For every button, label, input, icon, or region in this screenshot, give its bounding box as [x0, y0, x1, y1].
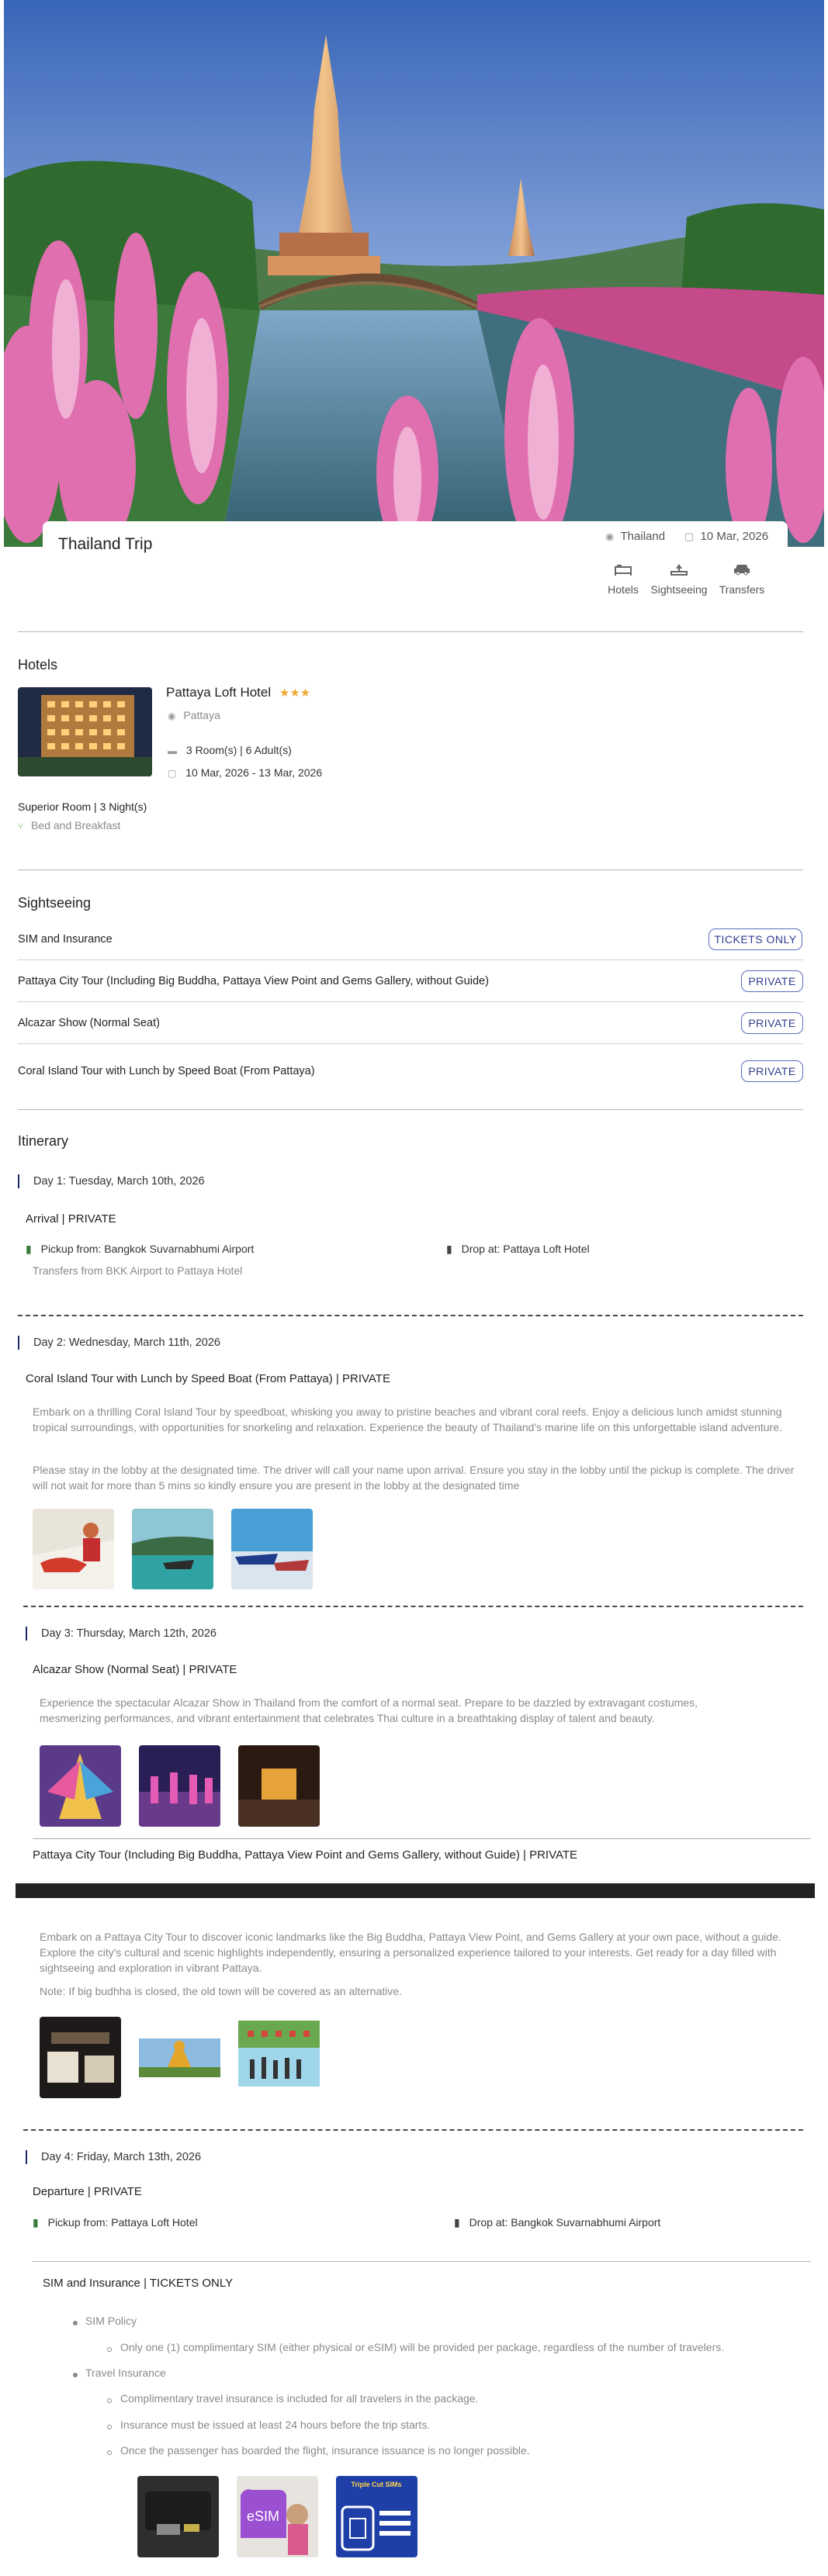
hotel-rooms: ▬ 3 Room(s) | 6 Adult(s)	[168, 744, 292, 756]
day-3-title: Alcazar Show (Normal Seat) | PRIVATE	[33, 1663, 237, 1676]
divider	[18, 631, 803, 632]
show-photo[interactable]	[40, 1745, 121, 1827]
private-badge: PRIVATE	[741, 1012, 803, 1034]
private-badge: PRIVATE	[741, 1060, 803, 1082]
itinerary-heading: Itinerary	[18, 1133, 69, 1149]
star-rating: ★★★	[279, 686, 311, 700]
bullet	[73, 2321, 78, 2325]
day-1-pickup: ▮ Pickup from: Bangkok Suvarnabhumi Airport	[26, 1243, 255, 1255]
divider	[33, 2261, 811, 2262]
show-photo[interactable]	[238, 1745, 320, 1827]
sub-bullet	[107, 2398, 112, 2403]
hotel-name[interactable]: Pattaya Loft Hotel ★★★	[166, 685, 311, 700]
meal-plan: ⑂ Bed and Breakfast	[18, 819, 121, 832]
sub-bullet	[107, 2425, 112, 2429]
car-pickup-icon: ▮	[26, 1243, 32, 1255]
day-2-description: Embark on a thrilling Coral Island Tour by speedboat, whisking you away to pristine beaches and vibrant coral reefs. Enjoy a delicious lunch amidst stunning tropical surroundings, with opportunities for snorkeling and relaxation. Experience the beauty of Thailand's marine life on this unforgettable island adventure.	[33, 1406, 782, 1433]
divider	[18, 1109, 803, 1110]
sim-photo[interactable]	[137, 2476, 219, 2557]
day-4-pickup: ▮ Pickup from: Pattaya Loft Hotel	[33, 2216, 198, 2228]
sightseeing-item-name: Pattaya City Tour (Including Big Buddha, Pattaya View Point and Gems Gallery, without Guide)	[18, 975, 489, 987]
bed-icon	[614, 562, 632, 576]
car-drop-icon: ▮	[454, 2216, 460, 2228]
city-tour-description: Embark on a Pattaya City Tour to discover iconic landmarks like the Big Buddha, Pattaya View Point, and Gems Gallery at your own pace, without a guide. Explore the city's cultural and scenic highlights independently, ensuring a personalized experience tailored to your interests. Get ready for a day filled with sightseeing and exploration in vibrant Pattaya.	[40, 1931, 781, 1974]
insurance-item: Once the passenger has boarded the flight, insurance issuance is no longer possible.	[120, 2444, 530, 2457]
sightseeing-item-name: Coral Island Tour with Lunch by Speed Boat (From Pattaya)	[18, 1065, 315, 1077]
sim-policy-heading: SIM Policy	[85, 2315, 137, 2327]
bullet	[73, 2373, 78, 2377]
poster-title: Triple Cut SIMs	[351, 2481, 402, 2488]
day-3-label: Day 3: Thursday, March 12th, 2026	[26, 1627, 217, 1641]
sim-insurance-title: SIM and Insurance | TICKETS ONLY	[43, 2277, 234, 2290]
day-separator	[23, 2129, 803, 2131]
hotel-dates: ▢ 10 Mar, 2026 - 13 Mar, 2026	[168, 766, 323, 779]
insurance-heading: Travel Insurance	[85, 2367, 166, 2379]
day-1-note: Transfers from BKK Airport to Pattaya Hotel	[33, 1264, 243, 1277]
tickets-only-badge: TICKETS ONLY	[708, 928, 802, 950]
day-3-description: Experience the spectacular Alcazar Show in Thailand from the comfort of a normal seat. Prepare to be dazzled by extravagant costumes, mesmerizing performances, and vibrant entertainment that celebrates Thai culture in a breathtaking display of talent and beauty.	[40, 1696, 698, 1724]
room-type: Superior Room | 3 Night(s)	[18, 800, 147, 813]
bed-icon: ▬	[168, 745, 177, 756]
tour-photo[interactable]	[132, 1509, 213, 1589]
sightseeing-item-name: Alcazar Show (Normal Seat)	[18, 1017, 160, 1029]
day-2-title: Coral Island Tour with Lunch by Speed Boat (From Pattaya) | PRIVATE	[26, 1372, 390, 1385]
day-4-drop: ▮ Drop at: Bangkok Suvarnabhumi Airport	[454, 2216, 661, 2228]
day-1-drop: ▮ Drop at: Pattaya Loft Hotel	[446, 1243, 590, 1255]
day-2-pickup-note: Please stay in the lobby at the designated time. The driver will call your name upon arrival. Ensure you stay in the lobby until the pickup is complete. The driver will not wait for more than 5 mins so kindly ensure you are present in the lobby at the designated time	[33, 1464, 795, 1492]
tour-photo[interactable]	[40, 2017, 121, 2098]
day-4-label: Day 4: Friday, March 13th, 2026	[26, 2150, 201, 2164]
tab-sightseeing[interactable]: Sightseeing	[646, 562, 712, 596]
dark-banner	[16, 1883, 815, 1898]
hotel-photo[interactable]	[18, 687, 152, 776]
day-separator	[23, 1606, 803, 1607]
sightseeing-heading: Sightseeing	[18, 895, 92, 911]
esim-photo[interactable]	[237, 2476, 318, 2557]
sub-bullet	[107, 2347, 112, 2352]
day-1-title: Arrival | PRIVATE	[26, 1212, 116, 1226]
city-tour-note: Note: If big budhha is closed, the old town will be covered as an alternative.	[40, 1985, 402, 1997]
sightseeing-item-name: SIM and Insurance	[18, 933, 113, 946]
sim-policy-item: Only one (1) complimentary SIM (either physical or eSIM) will be provided per package, regardless of the number of travelers.	[120, 2341, 725, 2353]
tour-photo[interactable]	[33, 1509, 114, 1589]
divider	[18, 1001, 803, 1002]
day-1-label: Day 1: Tuesday, March 10th, 2026	[18, 1174, 205, 1188]
location-pin-icon: ◉	[605, 531, 615, 543]
tour-photo[interactable]	[231, 1509, 313, 1589]
car-pickup-icon: ▮	[33, 2216, 39, 2228]
trip-country: ◉ Thailand	[605, 530, 666, 543]
show-photo[interactable]	[139, 1745, 220, 1827]
insurance-item: Complimentary travel insurance is included for all travelers in the package.	[120, 2392, 479, 2405]
divider	[33, 1838, 811, 1839]
sim-poster[interactable]	[336, 2476, 417, 2557]
car-icon	[733, 562, 751, 576]
esim-label: eSIM	[246, 2509, 280, 2524]
calendar-icon: ▢	[684, 531, 695, 543]
hotel-city: ◉ Pattaya	[168, 709, 220, 721]
trip-date: ▢ 10 Mar, 2026	[684, 530, 769, 543]
car-drop-icon: ▮	[446, 1243, 452, 1255]
tour-photo[interactable]	[139, 2017, 220, 2098]
sub-bullet	[107, 2450, 112, 2455]
meal-icon: ⑂	[18, 821, 24, 832]
tour-photo[interactable]	[238, 2017, 320, 2098]
trip-title: Thailand Trip	[58, 535, 153, 553]
sightseeing-icon	[670, 562, 688, 576]
divider	[18, 1043, 803, 1044]
day-4-title: Departure | PRIVATE	[33, 2185, 142, 2198]
tab-hotels[interactable]: Hotels	[605, 562, 641, 596]
calendar-icon: ▢	[168, 768, 177, 779]
tab-transfers[interactable]: Transfers	[714, 562, 770, 596]
hotels-heading: Hotels	[18, 657, 58, 673]
insurance-item: Insurance must be issued at least 24 hours before the trip starts.	[120, 2419, 431, 2431]
location-pin-icon: ◉	[168, 711, 176, 721]
private-badge: PRIVATE	[741, 970, 803, 992]
city-tour-title: Pattaya City Tour (Including Big Buddha, Pattaya View Point and Gems Gallery, without Guide) | PRIVATE	[33, 1848, 578, 1862]
day-2-label: Day 2: Wednesday, March 11th, 2026	[18, 1336, 220, 1350]
day-separator	[18, 1315, 803, 1316]
hero-image	[4, 0, 824, 547]
